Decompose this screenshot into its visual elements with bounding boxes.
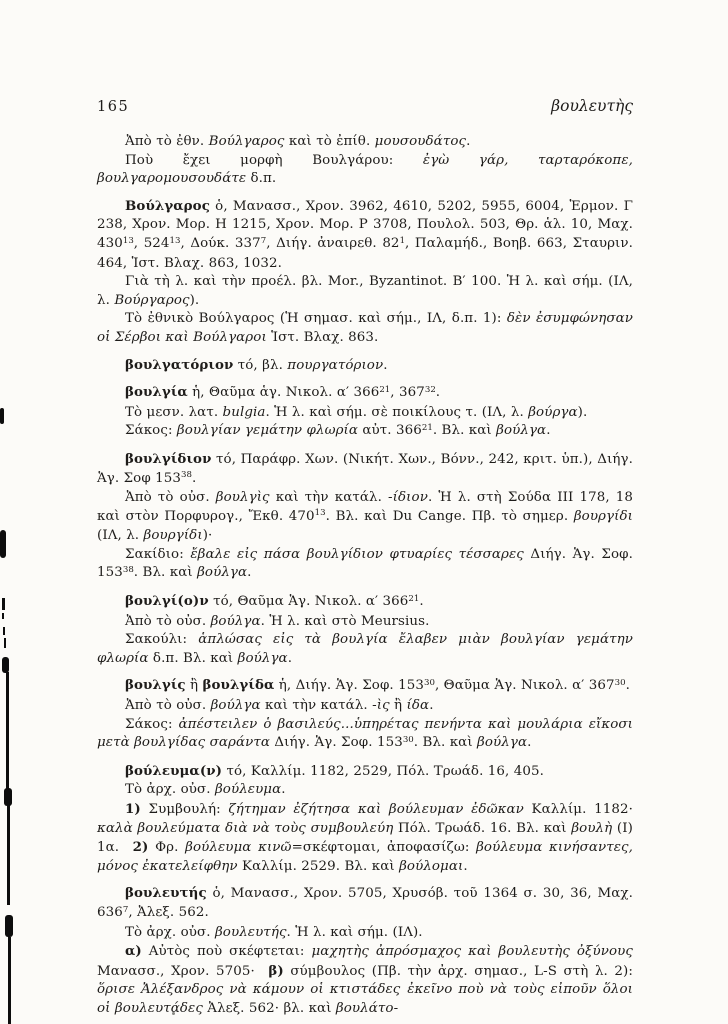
running-header: [97, 97, 633, 115]
scan-artifact: [4, 638, 6, 648]
paragraph: Σακίδιο: ἔβαλε εἰς πάσα βουλγίδιον φτυαρίες τέσσαρες Διήγ. Ἁγ. Σοφ. $153^{38}$. Βλ. καὶ βούλγα.: [97, 546, 633, 581]
dictionary-text-column: [97, 133, 633, 1019]
paragraph: Γιὰ τὴ λ. καὶ τὴν προέλ. βλ. Mor., Byzantinot. Β′ 100. Ἡ λ. καὶ σήμ. (ΙΛ, λ. Βούργαρος).: [97, 274, 633, 308]
dictionary-entry-paragraph: βουλευτής ὁ, Μανασσ., Χρον. 5705, Χρυσόβ. τοῦ 1364 σ. 30, 36, Μαχ. $636^7$, Ἀλεξ. 562.: [97, 885, 633, 920]
paragraph: Ποὺ ἔχει μορφὴ Βουλγάρου: ἐγὼ γάρ, ταρταρόκοπε, βουλγαρομουσουδάτε δ.π.: [97, 152, 633, 187]
paragraph: 1) Συμβουλή: ζήτημαν ἐζήτησα καὶ βούλευμαν ἐδῶκαν Καλλίμ. 1182· καλὰ βουλεύματα διὰ νὰ τοὺς συμβουλεύη Πόλ. Τρωάδ. 16. Βλ. καὶ βουλὴ (Ι) 1α. 2) Φρ. βούλευμα κινῶ=σκέφτομαι, ἀποφασίζω: βούλευμα κινήσαντες, μόνος ἐκατελείφθην Καλλίμ. 2529. Βλ. καὶ βούλομαι.: [97, 801, 633, 874]
running-head-lemma: βουλευτὴς: [551, 97, 633, 115]
scan-artifact: [0, 530, 6, 558]
dictionary-entry-paragraph: βουλγατόριον τό, βλ. πουργατόριον.: [125, 356, 388, 373]
paragraph: α) Αὐτὸς ποὺ σκέφτεται: μαχητὴς ἀπρόσμαχος καὶ βουλευτὴς ὀξύνους Μανασσ., Χρον. 5705· β) σύμβουλος (Πβ. τὴν ἀρχ. σημασ., L-S στὴ λ. 2): ὅρισε Ἀλέξανδρος νὰ κάμουν οἱ κτιστάδες ἐκεῖνο ποὺ νὰ τοὺς εἰποῦν ὅλοι οἱ βουλευτάδες Ἀλεξ. 562· βλ. καὶ βουλάτο-: [97, 943, 633, 1016]
paragraph: Τὸ μεσν. λατ. bulgia. Ἡ λ. καὶ σήμ. σὲ ποικίλους τ. (ΙΛ, λ. βούργα).: [125, 404, 588, 420]
page-number: 165: [97, 99, 130, 115]
paragraph: Σακούλι: ἁπλώσας εἰς τὰ βουλγία ἔλαβεν μιὰν βουλγίαν γεμάτην φλωρία δ.π. Βλ. καὶ βούλγα.: [97, 632, 633, 666]
dictionary-entry-paragraph: βουλγία ἡ, Θαῦμα ἁγ. Νικολ. α′ $366^{21}$, $367^{32}$.: [125, 384, 441, 401]
paragraph: Ἀπὸ τὸ οὐσ. βούλγα. Ἡ λ. καὶ στὸ Meursius.: [125, 613, 430, 629]
scan-artifact: [5, 915, 13, 937]
scan-artifact: [3, 627, 5, 635]
dictionary-entry-paragraph: βουλγίς ἢ βουλγίδα ἡ, Διήγ. Ἁγ. Σοφ. $153^{30}$, Θαῦμα Ἁγ. Νικολ. α′ $367^{30}$.: [125, 677, 630, 694]
paragraph: Σάκος: ἀπέστειλεν ὁ βασιλεύς...ὑπηρέτας πενήντα καὶ μουλάρια εἴκοσι μετὰ βουλγίδας σαράντα Διήγ. Ἁγ. Σοφ. $153^{30}$. Βλ. καὶ βούλγα.: [97, 716, 633, 751]
scan-artifact: [0, 408, 4, 424]
paragraph: Τὸ ἀρχ. οὐσ. βουλευτής. Ἡ λ. καὶ σήμ. (ΙΛ).: [125, 924, 423, 940]
paragraph: Τὸ ἐθνικὸ Βούλγαρος (Ἡ σημασ. καὶ σήμ., ΙΛ, δ.π. 1): δὲν ἐσυμφώνησαν οἱ Σέρβοι καὶ Βούλγαροι Ἱστ. Βλαχ. 863.: [97, 311, 633, 345]
scan-artifact: [4, 788, 12, 806]
dictionary-entry-paragraph: Βούλγαρος ὁ, Μανασσ., Χρον. 3962, 4610, 5202, 5955, 6004, Ἑρμον. Γ 238, Χρον. Μορ. Η 1215, Χρον. Μορ. Ρ 3708, Πουλολ. 503, Θρ. ἁλ. 10, Μαχ. $430^{13}$, $524^{13}$, Δούκ. $337^7$, Διήγ. ἀναιρεθ. $82^1$, Παλαμήδ., Βοηβ. 663, Σταυριν. 464, Ἱστ. Βλαχ. 863, 1032.: [97, 197, 633, 271]
scan-artifact: [2, 598, 5, 610]
scan-artifact: [6, 672, 9, 794]
dictionary-entry-paragraph: βούλευμα(ν) τό, Καλλίμ. 1182, 2529, Πόλ. Τρωάδ. 16, 405.: [125, 762, 544, 779]
paragraph: Ἀπὸ τὸ ἐθν. Βούλγαρος καὶ τὸ ἐπίθ. μουσουδάτος.: [125, 134, 471, 149]
scan-artifact: [2, 657, 9, 673]
dictionary-entry-paragraph: βουλγίδιον τό, Παράφρ. Χων. (Νικήτ. Χων., Βόνν., 242, κριτ. ὑπ.), Διήγ. Ἁγ. Σοφ $153^{38}$.: [97, 450, 633, 486]
paragraph: Ἀπὸ τὸ οὐσ. βούλγα καὶ τὴν κατάλ. -ὶς ἢ ίδα.: [125, 698, 434, 714]
scan-artifact: [2, 613, 4, 619]
paragraph: Ἀπὸ τὸ οὐσ. βουλγὶς καὶ τὴν κατάλ. -ίδιον. Ἡ λ. στὴ Σούδα III 178, 18 καὶ στὸν Πορφυρογ., Ἔκθ. $470^{13}$. Βλ. καὶ Du Cange. Πβ. τὸ σημερ. βουργίδι (ΙΛ, λ. βουργίδι)·: [97, 490, 633, 544]
paragraph: Τὸ ἀρχ. οὐσ. βούλευμα.: [125, 782, 286, 798]
scan-artifact: [7, 805, 10, 905]
scan-artifact: [8, 937, 11, 1024]
dictionary-entry-paragraph: βουλγί(ο)ν τό, Θαῦμα Ἁγ. Νικολ. α′ $366^{21}$.: [125, 593, 424, 610]
paragraph: Σάκος: βουλγίαν γεμάτην φλωρία αὐτ. $366^{21}$. Βλ. καὶ βούλγα.: [125, 423, 551, 439]
